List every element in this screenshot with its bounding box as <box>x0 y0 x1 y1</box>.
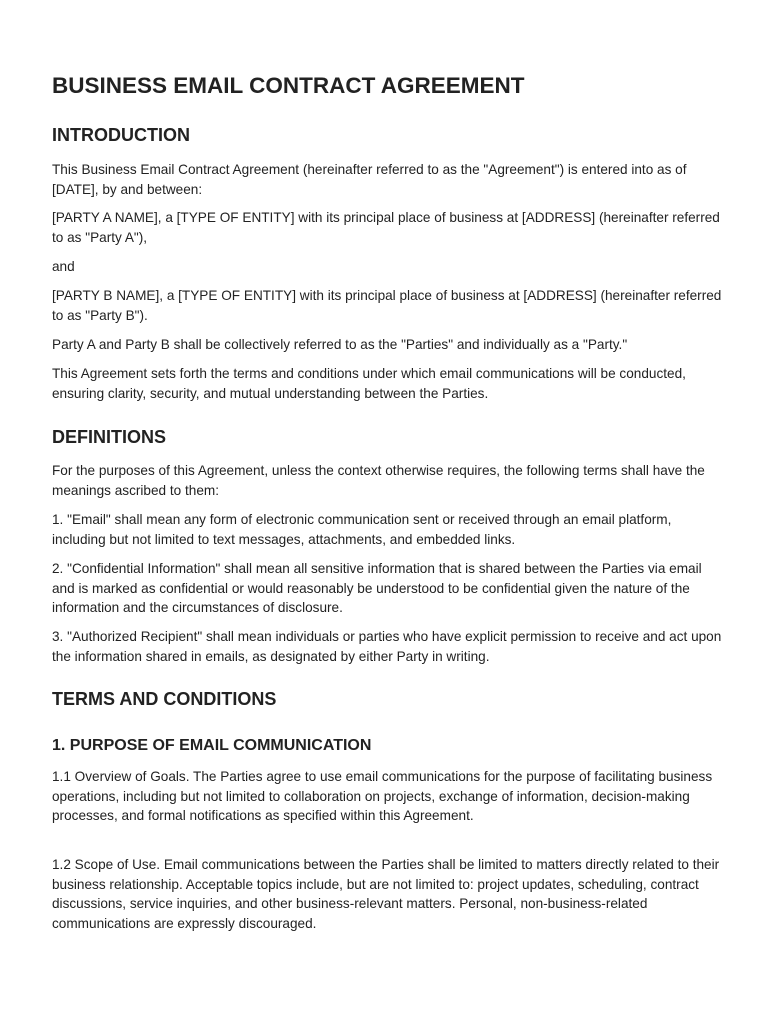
introduction-heading: INTRODUCTION <box>52 125 190 145</box>
intro-paragraph-purpose: This Agreement sets forth the terms and conditions under which email communications will be conducted, ensuring clarity, security, and mutual understanding between the Parties. <box>52 366 686 401</box>
definition-item-email: 1. "Email" shall mean any form of electronic communication sent or received through an email platform, including but not limited to text messages, attachments, and embedded links. <box>52 512 672 547</box>
definitions-heading: DEFINITIONS <box>52 427 167 447</box>
definition-item-recipient: 3. "Authorized Recipient" shall mean individuals or parties who have explicit permission to receive and act upon the information shared in emails, as designated by either Party in writing. <box>52 629 722 664</box>
terms-heading: TERMS AND CONDITIONS <box>52 689 277 709</box>
section-1-2-paragraph: 1.2 Scope of Use. Email communications between the Parties shall be limited to matters directly related to their business relationship. Acceptable topics include, but are not limited to: project updates, scheduling, contract discussions, service inquiries, and other business-relevant matters. Personal, non-business-related communications are expressly discouraged. <box>52 857 720 931</box>
intro-paragraph-1: This Business Email Contract Agreement (hereinafter referred to as the "Agreement") is entered into as of [DATE], by and between: <box>52 162 687 197</box>
document-title: BUSINESS EMAIL CONTRACT AGREEMENT <box>52 73 525 98</box>
definition-item-confidential: 2. "Confidential Information" shall mean all sensitive information that is shared between the Parties via email and is marked as confidential or would reasonably be understood to be confidential given the nature of the information and the circumstances of disclosure. <box>52 561 702 616</box>
intro-paragraph-party-b: [PARTY B NAME], a [TYPE OF ENTITY] with its principal place of business at [ADDRESS] (hereinafter referred to as "Party B"). <box>52 288 722 323</box>
intro-paragraph-parties: Party A and Party B shall be collectively referred to as the "Parties" and individually as a "Party." <box>52 337 628 352</box>
intro-paragraph-party-a: [PARTY A NAME], a [TYPE OF ENTITY] with its principal place of business at [ADDRESS] (hereinafter referred to as "Party A"), <box>52 210 720 245</box>
section-1-heading: 1. PURPOSE OF EMAIL COMMUNICATION <box>52 737 372 754</box>
definitions-intro: For the purposes of this Agreement, unless the context otherwise requires, the following terms shall have the meanings ascribed to them: <box>52 463 705 498</box>
intro-paragraph-and: and <box>52 259 75 274</box>
section-1-1-paragraph: 1.1 Overview of Goals. The Parties agree to use email communications for the purpose of facilitating business operations, including but not limited to collaboration on projects, exchange of information, decision-making processes, and formal notifications as specified within this Agreement. <box>52 769 713 824</box>
